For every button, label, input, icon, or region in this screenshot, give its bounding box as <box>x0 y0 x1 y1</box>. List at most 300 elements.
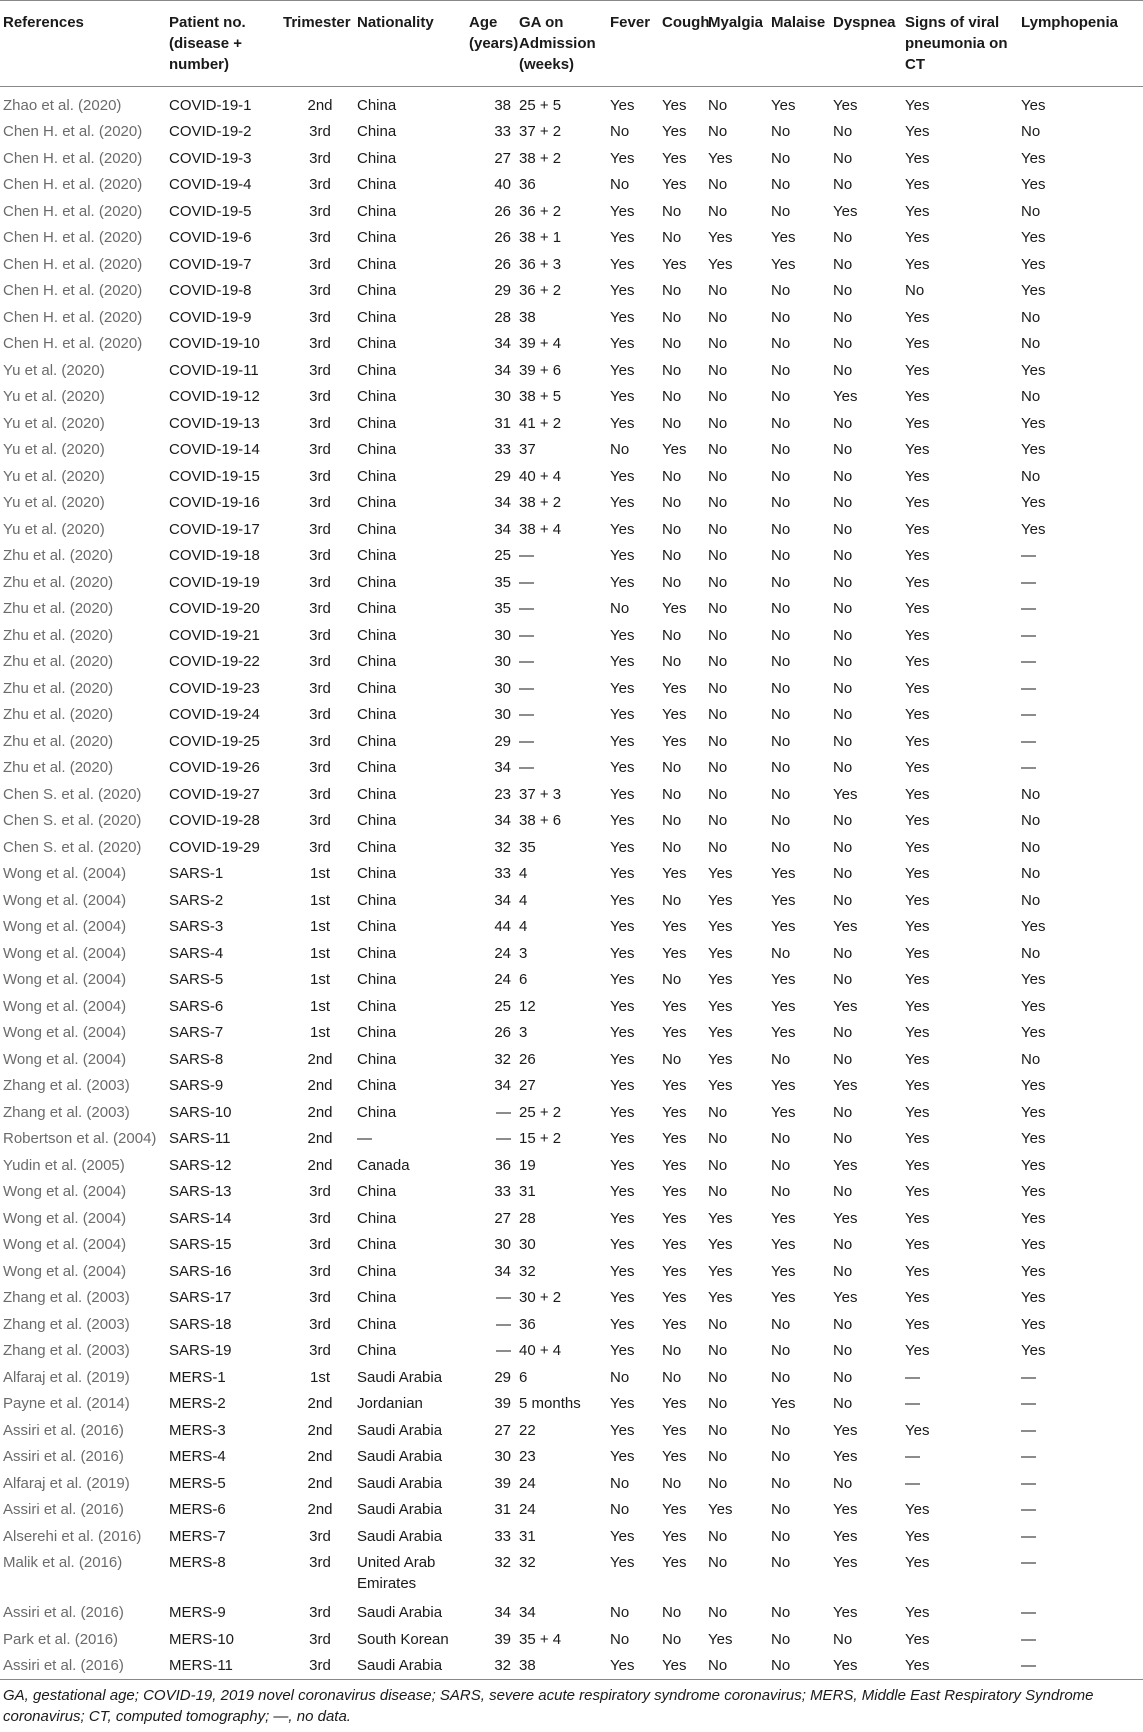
cell-nationality: Saudi Arabia <box>357 1527 443 1545</box>
cell-ga: 27 <box>519 1077 536 1095</box>
table-row <box>0 861 1143 888</box>
cell-lymphopenia: — <box>1021 759 1036 777</box>
table-row <box>0 251 1143 278</box>
cell-lymphopenia: — <box>1021 732 1036 750</box>
table-row <box>0 1626 1143 1653</box>
cell-age: 24 <box>494 971 511 989</box>
cell-patient-no: MERS-6 <box>169 1501 226 1519</box>
cell-lymphopenia: — <box>1021 573 1036 591</box>
cell-fever: Yes <box>610 1077 635 1095</box>
cell-myalgia: No <box>708 520 728 538</box>
cell-cough: No <box>662 335 682 353</box>
cell-trimester: 3rd <box>309 1315 331 1333</box>
cell-ga: 40 + 4 <box>519 467 562 485</box>
cell-myalgia: No <box>708 732 728 750</box>
cell-patient-no: COVID-19-4 <box>169 176 252 194</box>
cell-dyspnea: No <box>833 1262 853 1280</box>
cell-fever: Yes <box>610 732 635 750</box>
table-footnote: GA, gestational age; COVID-19, 2019 novel coronavirus disease; SARS, severe acute respiratory syndrome coronavirus; MERS, Middle East Respiratory Syndrome coronavirus; CT, computed tomography; —, no data. <box>3 1687 1094 1725</box>
cell-reference: Yu et al. (2020) <box>3 441 105 459</box>
cell-cough: Yes <box>662 149 687 167</box>
cell-ga: 41 + 2 <box>519 414 562 432</box>
table-row <box>0 1497 1143 1524</box>
cell-lymphopenia: Yes <box>1021 1236 1046 1254</box>
cell-fever: Yes <box>610 202 635 220</box>
cell-trimester: 3rd <box>309 1657 331 1675</box>
cell-trimester: 3rd <box>309 732 331 750</box>
cell-reference: Wong et al. (2004) <box>3 1209 127 1227</box>
cell-ga: 32 <box>519 1262 536 1280</box>
cell-nationality: Saudi Arabia <box>357 1421 443 1439</box>
cell-trimester: 3rd <box>309 361 331 379</box>
cell-trimester: 3rd <box>309 626 331 644</box>
table-row <box>0 1391 1143 1418</box>
cell-lymphopenia: Yes <box>1021 282 1046 300</box>
cell-myalgia: No <box>708 1448 728 1466</box>
cell-lymphopenia: Yes <box>1021 1024 1046 1042</box>
cell-cough: Yes <box>662 1421 687 1439</box>
cell-fever: Yes <box>610 891 635 909</box>
cell-cough: Yes <box>662 1209 687 1227</box>
cell-ct-signs: Yes <box>905 1077 930 1095</box>
cell-reference: Yudin et al. (2005) <box>3 1156 125 1174</box>
cell-malaise: No <box>771 1050 791 1068</box>
cell-ga: — <box>519 600 534 618</box>
table-row <box>0 1020 1143 1047</box>
cell-age: 33 <box>494 865 511 883</box>
cell-trimester: 3rd <box>309 176 331 194</box>
cell-ct-signs: Yes <box>905 1130 930 1148</box>
cell-ct-signs: Yes <box>905 1657 930 1675</box>
cell-myalgia: Yes <box>708 1289 733 1307</box>
cell-malaise: No <box>771 653 791 671</box>
cell-cough: No <box>662 202 682 220</box>
cell-trimester: 2nd <box>307 1501 333 1519</box>
cell-myalgia: No <box>708 1130 728 1148</box>
cell-malaise: No <box>771 785 791 803</box>
cell-fever: Yes <box>610 1183 635 1201</box>
cell-trimester: 1st <box>309 918 330 936</box>
cell-fever: Yes <box>610 1342 635 1360</box>
cell-reference: Wong et al. (2004) <box>3 918 127 936</box>
cell-cough: Yes <box>662 1553 687 1571</box>
cell-patient-no: COVID-19-11 <box>169 361 259 379</box>
cell-dyspnea: No <box>833 123 853 141</box>
cell-nationality: China <box>357 1050 397 1068</box>
cell-ct-signs: Yes <box>905 441 930 459</box>
cell-cough: No <box>662 759 682 777</box>
cell-cough: No <box>662 547 682 565</box>
cell-cough: No <box>662 838 682 856</box>
cell-myalgia: No <box>708 1368 728 1386</box>
cell-ga: 35 <box>519 838 536 856</box>
cell-ct-signs: Yes <box>905 1630 930 1648</box>
cell-patient-no: MERS-10 <box>169 1630 235 1648</box>
cell-myalgia: Yes <box>708 997 733 1015</box>
cell-ct-signs: — <box>905 1368 920 1386</box>
cell-nationality: China <box>357 414 397 432</box>
cell-malaise: No <box>771 732 791 750</box>
cell-nationality: China <box>357 1262 397 1280</box>
cell-malaise: No <box>771 123 791 141</box>
cell-nationality: Saudi Arabia <box>357 1604 443 1622</box>
cell-myalgia: Yes <box>708 865 733 883</box>
header-ga-on-admission: GA on Admission (weeks) <box>519 14 596 73</box>
cell-nationality: China <box>357 1103 397 1121</box>
cell-ga: 4 <box>519 891 528 909</box>
cell-fever: No <box>610 123 630 141</box>
cell-trimester: 2nd <box>307 1103 333 1121</box>
cell-myalgia: No <box>708 467 728 485</box>
cell-age: 35 <box>494 573 511 591</box>
cell-reference: Yu et al. (2020) <box>3 414 105 432</box>
cell-malaise: No <box>771 706 791 724</box>
cell-fever: Yes <box>610 494 635 512</box>
cell-malaise: Yes <box>771 96 796 114</box>
cell-malaise: No <box>771 176 791 194</box>
cell-cough: No <box>662 467 682 485</box>
cell-ga: 30 <box>519 1236 536 1254</box>
cell-age: 31 <box>494 1501 511 1519</box>
cell-ct-signs: Yes <box>905 1289 930 1307</box>
cell-ct-signs: Yes <box>905 706 930 724</box>
cell-myalgia: Yes <box>708 1236 733 1254</box>
cell-dyspnea: Yes <box>833 1527 858 1545</box>
cell-age: 40 <box>494 176 511 194</box>
cell-cough: Yes <box>662 1657 687 1675</box>
cell-ga: — <box>519 547 534 565</box>
cell-ct-signs: Yes <box>905 1262 930 1280</box>
cell-fever: Yes <box>610 679 635 697</box>
cell-patient-no: MERS-8 <box>169 1553 226 1571</box>
cell-age: 30 <box>494 653 511 671</box>
cell-patient-no: SARS-10 <box>169 1103 232 1121</box>
cell-ct-signs: Yes <box>905 494 930 512</box>
cell-dyspnea: No <box>833 547 853 565</box>
cell-age: — <box>496 1315 511 1333</box>
cell-myalgia: No <box>708 1395 728 1413</box>
cell-fever: Yes <box>610 149 635 167</box>
table-row <box>0 225 1143 252</box>
cell-age: 23 <box>494 785 511 803</box>
cell-patient-no: SARS-18 <box>169 1315 232 1333</box>
cell-fever: Yes <box>610 520 635 538</box>
cell-myalgia: No <box>708 626 728 644</box>
table-row <box>0 1653 1143 1680</box>
cell-dyspnea: No <box>833 1315 853 1333</box>
cell-dyspnea: Yes <box>833 785 858 803</box>
cell-myalgia: Yes <box>708 229 733 247</box>
cell-ct-signs: Yes <box>905 944 930 962</box>
cell-dyspnea: No <box>833 1183 853 1201</box>
cell-fever: No <box>610 1630 630 1648</box>
cell-lymphopenia: Yes <box>1021 1156 1046 1174</box>
cell-cough: No <box>662 229 682 247</box>
cell-ct-signs: Yes <box>905 547 930 565</box>
cell-age: 33 <box>494 1183 511 1201</box>
cell-reference: Chen H. et al. (2020) <box>3 176 143 194</box>
cell-cough: No <box>662 361 682 379</box>
cell-patient-no: COVID-19-7 <box>169 255 252 273</box>
cell-ga: 34 <box>519 1604 536 1622</box>
cell-dyspnea: Yes <box>833 1156 858 1174</box>
cell-patient-no: MERS-7 <box>169 1527 226 1545</box>
cell-age: 34 <box>494 1604 511 1622</box>
cell-malaise: No <box>771 414 791 432</box>
cell-age: 25 <box>494 997 511 1015</box>
cell-patient-no: SARS-12 <box>169 1156 232 1174</box>
cell-ct-signs: Yes <box>905 838 930 856</box>
cell-malaise: No <box>771 1130 791 1148</box>
cell-ct-signs: Yes <box>905 918 930 936</box>
cell-nationality: Canada <box>357 1156 410 1174</box>
cell-trimester: 3rd <box>309 282 331 300</box>
cell-nationality: China <box>357 1024 397 1042</box>
cell-fever: Yes <box>610 467 635 485</box>
cell-ct-signs: Yes <box>905 1501 930 1519</box>
cell-dyspnea: Yes <box>833 1289 858 1307</box>
cell-nationality: China <box>357 494 397 512</box>
cell-trimester: 3rd <box>309 414 331 432</box>
cell-fever: Yes <box>610 1527 635 1545</box>
cell-nationality: China <box>357 282 397 300</box>
cell-ga: 36 <box>519 1315 536 1333</box>
cell-dyspnea: No <box>833 944 853 962</box>
table-row <box>0 967 1143 994</box>
cell-nationality: China <box>357 1289 397 1307</box>
cell-age: 32 <box>494 838 511 856</box>
cell-trimester: 3rd <box>309 1289 331 1307</box>
cell-nationality: China <box>357 1183 397 1201</box>
cell-reference: Zhang et al. (2003) <box>3 1342 130 1360</box>
cell-ct-signs: — <box>905 1448 920 1466</box>
cell-malaise: Yes <box>771 255 796 273</box>
cell-ga: 6 <box>519 971 528 989</box>
cell-age: 30 <box>494 626 511 644</box>
cell-lymphopenia: No <box>1021 335 1041 353</box>
cell-reference: Zhu et al. (2020) <box>3 626 114 644</box>
cell-dyspnea: No <box>833 494 853 512</box>
cell-myalgia: No <box>708 573 728 591</box>
cell-myalgia: No <box>708 494 728 512</box>
cell-reference: Zhu et al. (2020) <box>3 653 114 671</box>
cell-dyspnea: Yes <box>833 918 858 936</box>
cell-cough: Yes <box>662 918 687 936</box>
cell-lymphopenia: — <box>1021 1553 1036 1571</box>
cell-age: 34 <box>494 361 511 379</box>
header-malaise: Malaise <box>771 14 826 31</box>
cell-dyspnea: No <box>833 573 853 591</box>
cell-age: 44 <box>494 918 511 936</box>
cell-dyspnea: No <box>833 1236 853 1254</box>
cell-nationality: China <box>357 96 397 114</box>
cell-dyspnea: No <box>833 626 853 644</box>
cell-myalgia: Yes <box>708 1262 733 1280</box>
cell-patient-no: COVID-19-22 <box>169 653 260 671</box>
table-row <box>0 304 1143 331</box>
cell-nationality: Jordanian <box>357 1395 423 1413</box>
table-row <box>0 172 1143 199</box>
table-row <box>0 331 1143 358</box>
cell-reference: Assiri et al. (2016) <box>3 1501 124 1519</box>
cell-age: 30 <box>494 1448 511 1466</box>
cell-nationality: Saudi Arabia <box>357 1657 443 1675</box>
cell-patient-no: MERS-11 <box>169 1657 233 1675</box>
cell-malaise: No <box>771 441 791 459</box>
cell-reference: Yu et al. (2020) <box>3 361 105 379</box>
table-row <box>0 1444 1143 1471</box>
cell-nationality: Saudi Arabia <box>357 1501 443 1519</box>
cell-trimester: 3rd <box>309 123 331 141</box>
cell-reference: Yu et al. (2020) <box>3 467 105 485</box>
cell-nationality: China <box>357 229 397 247</box>
cell-ct-signs: Yes <box>905 520 930 538</box>
cell-malaise: No <box>771 1368 791 1386</box>
cell-dyspnea: Yes <box>833 1657 858 1675</box>
cell-ga: 37 + 2 <box>519 123 562 141</box>
cell-ga: — <box>519 732 534 750</box>
cell-myalgia: Yes <box>708 1077 733 1095</box>
cell-age: 31 <box>494 414 511 432</box>
cell-trimester: 3rd <box>309 467 331 485</box>
cell-nationality: China <box>357 308 397 326</box>
cell-age: 33 <box>494 1527 511 1545</box>
cell-cough: Yes <box>662 123 687 141</box>
cell-dyspnea: No <box>833 335 853 353</box>
cell-ga: 37 <box>519 441 536 459</box>
cell-cough: No <box>662 494 682 512</box>
table-row <box>0 1417 1143 1444</box>
cell-reference: Chen H. et al. (2020) <box>3 335 143 353</box>
cell-ga: 25 + 2 <box>519 1103 562 1121</box>
cell-dyspnea: No <box>833 308 853 326</box>
cell-patient-no: COVID-19-10 <box>169 335 260 353</box>
cell-lymphopenia: Yes <box>1021 918 1046 936</box>
cell-reference: Zhu et al. (2020) <box>3 732 114 750</box>
cell-ct-signs: Yes <box>905 1342 930 1360</box>
cell-fever: Yes <box>610 918 635 936</box>
cell-age: 34 <box>494 891 511 909</box>
table-row <box>0 1285 1143 1312</box>
table-header-row <box>0 1 1143 87</box>
cell-dyspnea: No <box>833 1395 853 1413</box>
cell-dyspnea: No <box>833 759 853 777</box>
cell-myalgia: No <box>708 414 728 432</box>
cell-cough: Yes <box>662 1289 687 1307</box>
table-row <box>0 1470 1143 1497</box>
cell-myalgia: Yes <box>708 971 733 989</box>
cell-myalgia: No <box>708 388 728 406</box>
cell-trimester: 3rd <box>309 573 331 591</box>
table-row <box>0 914 1143 941</box>
cell-malaise: No <box>771 282 791 300</box>
cell-patient-no: SARS-14 <box>169 1209 232 1227</box>
cell-age: 39 <box>494 1395 511 1413</box>
cell-ga: 12 <box>519 997 536 1015</box>
cell-patient-no: SARS-8 <box>169 1050 224 1068</box>
header-fever: Fever <box>610 14 651 31</box>
cell-fever: Yes <box>610 1315 635 1333</box>
cell-dyspnea: Yes <box>833 1077 858 1095</box>
cell-malaise: No <box>771 1501 791 1519</box>
cell-ct-signs: Yes <box>905 229 930 247</box>
header-references: References <box>3 14 84 31</box>
table-row <box>0 1364 1143 1391</box>
table-row <box>0 702 1143 729</box>
cell-trimester: 1st <box>309 944 330 962</box>
cell-cough: Yes <box>662 600 687 618</box>
cell-patient-no: COVID-19-3 <box>169 149 252 167</box>
cell-ga: 26 <box>519 1050 536 1068</box>
table-row <box>0 119 1143 146</box>
cell-malaise: No <box>771 1630 791 1648</box>
cell-cough: Yes <box>662 1103 687 1121</box>
table-row <box>0 569 1143 596</box>
cell-cough: Yes <box>662 1156 687 1174</box>
cell-myalgia: No <box>708 1553 728 1571</box>
cell-patient-no: SARS-3 <box>169 918 224 936</box>
cell-age: 30 <box>494 679 511 697</box>
cell-cough: No <box>662 573 682 591</box>
cell-ga: 25 + 5 <box>519 96 562 114</box>
cell-fever: Yes <box>610 1130 635 1148</box>
cell-ct-signs: Yes <box>905 573 930 591</box>
table-row <box>0 808 1143 835</box>
cell-fever: Yes <box>610 1421 635 1439</box>
cell-nationality: China <box>357 520 397 538</box>
cell-ga: 37 + 3 <box>519 785 562 803</box>
cell-nationality: China <box>357 441 397 459</box>
cell-age: 32 <box>494 1050 511 1068</box>
cell-patient-no: COVID-19-20 <box>169 600 260 618</box>
cell-patient-no: COVID-19-25 <box>169 732 260 750</box>
cell-lymphopenia: — <box>1021 600 1036 618</box>
cell-fever: Yes <box>610 308 635 326</box>
table-row <box>0 516 1143 543</box>
cell-ga: 23 <box>519 1448 536 1466</box>
cell-myalgia: No <box>708 1421 728 1439</box>
cell-malaise: No <box>771 1474 791 1492</box>
cell-dyspnea: No <box>833 838 853 856</box>
cell-reference: Chen H. et al. (2020) <box>3 255 143 273</box>
cell-reference: Assiri et al. (2016) <box>3 1604 124 1622</box>
table-row <box>0 1232 1143 1259</box>
cell-cough: Yes <box>662 1315 687 1333</box>
cell-cough: No <box>662 414 682 432</box>
cell-reference: Chen H. et al. (2020) <box>3 202 143 220</box>
cell-nationality: China <box>357 1077 397 1095</box>
cell-age: 30 <box>494 1236 511 1254</box>
cell-myalgia: No <box>708 441 728 459</box>
cell-lymphopenia: — <box>1021 1501 1036 1519</box>
cell-fever: No <box>610 1474 630 1492</box>
cell-dyspnea: No <box>833 679 853 697</box>
cell-patient-no: COVID-19-15 <box>169 467 260 485</box>
cell-malaise: No <box>771 547 791 565</box>
cell-patient-no: SARS-15 <box>169 1236 232 1254</box>
cell-trimester: 1st <box>309 1024 330 1042</box>
cell-age: 34 <box>494 335 511 353</box>
cell-age: 32 <box>494 1553 511 1571</box>
table-row <box>0 145 1143 172</box>
cell-age: 26 <box>494 255 511 273</box>
cell-malaise: No <box>771 1315 791 1333</box>
cell-ga: 36 + 2 <box>519 282 562 300</box>
cell-ct-signs: Yes <box>905 865 930 883</box>
table-row <box>0 410 1143 437</box>
cell-myalgia: No <box>708 547 728 565</box>
cell-myalgia: No <box>708 335 728 353</box>
